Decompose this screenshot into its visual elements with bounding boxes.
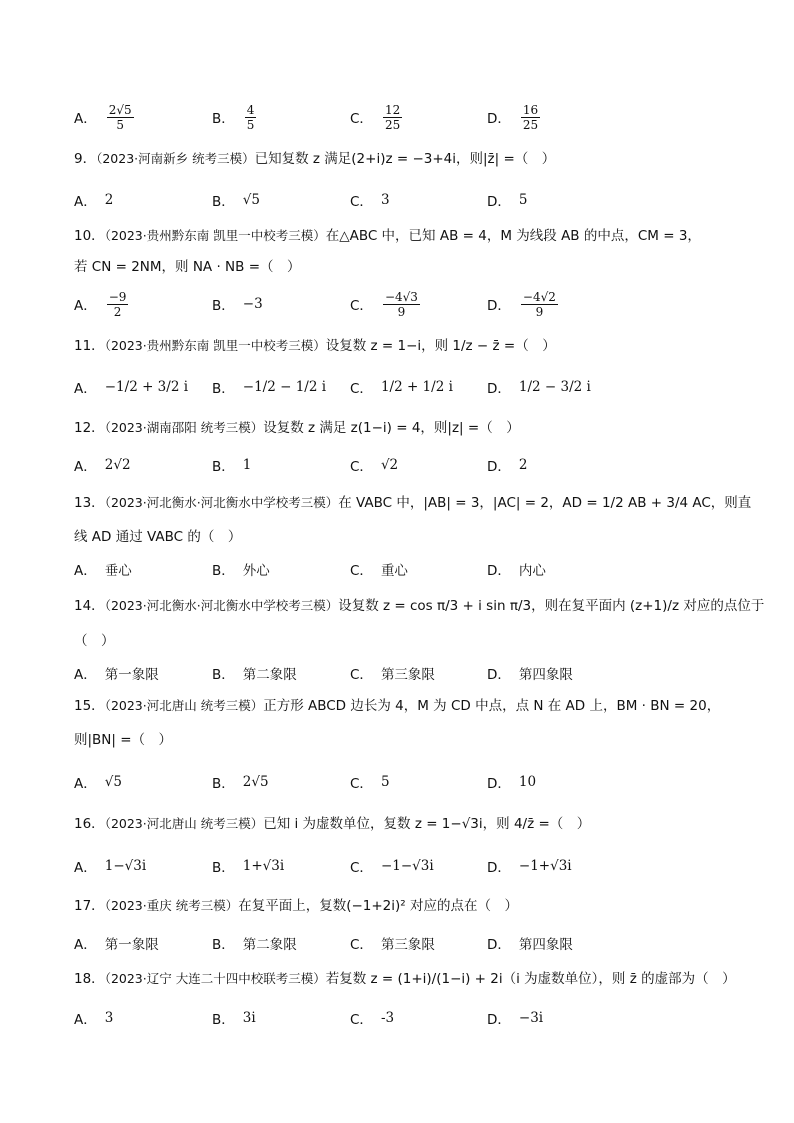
q12-option-d: D． 2 [487,457,528,475]
q9-option-a: A． 2 [74,192,114,210]
q10-option-b: B． −3 [212,296,263,314]
q10-option-a: A． $\frac{-9}{2}$ [74,289,127,319]
q11-option-c: C． 1/2 + 1/2 i [350,379,453,397]
q8-options [74,101,694,133]
q15-options [74,766,694,798]
q9-option-d: D． 5 [487,192,528,210]
question-17: 17．（2023·重庆 统考三模）在复平面上，复数(−1+2i)² 对应的点在（ ） [74,898,518,914]
q18-option-b: B． 3i [212,1010,256,1028]
q8-option-a: A． $\frac{2√5}{5}$ [74,102,132,132]
q14-option-d: D． 第四象限 [487,667,573,683]
q15-option-b: B． 2√5 [212,774,269,792]
q9-options [74,184,694,216]
question-13: 13．（2023·河北衡水·河北衡水中学校考三模）在 VABC 中，|AB| = 3，|AC| = 2，AD = 1/2 AB + 3/4 AC，则直 [74,495,752,511]
q13-option-b: B． 外心 [212,563,270,579]
q18-option-d: D． −3i [487,1010,544,1028]
q9-option-c: C． 3 [350,192,390,210]
q18-option-c: C． -3 [350,1010,395,1028]
question-11: 11．（2023·贵州黔东南 凯里一中校考三模）设复数 z = 1−i，则 1/z − z̄ =（ ） [74,338,556,354]
q15-option-a: A． √5 [74,774,122,792]
q16-option-a: A． 1−√3i [74,858,147,876]
q18-option-a: A． 3 [74,1010,114,1028]
question-13-line2: 线 AD 通过 VABC 的（ ） [74,529,242,545]
q16-option-d: D． −1+√3i [487,858,572,876]
question-16: 16．（2023·河北唐山 统考三模）已知 i 为虚数单位，复数 z = 1−√3i，则 4/z̄ =（ ） [74,816,591,832]
q14-option-c: C． 第三象限 [350,667,435,683]
q13-options [74,553,694,585]
q13-option-c: C． 重心 [350,563,408,579]
q16-option-b: B． 1+√3i [212,858,285,876]
question-18: 18．（2023·辽宁 大连二十四中校联考三模）若复数 z = (1+i)/(1−i) + 2i（i 为虚数单位），则 z̄ 的虚部为（ ） [74,971,736,987]
q12-option-b: B． 1 [212,457,252,475]
q12-option-a: A． 2√2 [74,457,131,475]
q17-options [74,927,694,959]
q12-option-c: C． √2 [350,457,399,475]
q17-option-a: A． 第一象限 [74,937,159,953]
question-12: 12．（2023·湖南邵阳 统考三模）设复数 z 满足 z(1−i) = 4，则|z| =（ ） [74,420,520,436]
q16-option-c: C． −1−√3i [350,858,434,876]
q8-option-b: B． $\frac{4}{5}$ [212,102,255,132]
q10-option-c: C． $\frac{-4√3}{9}$ [350,289,418,319]
q17-option-d: D． 第四象限 [487,937,573,953]
q18-options [74,1002,694,1034]
q9-option-b: B． √5 [212,192,260,210]
q10-option-d: D． $\frac{-4√2}{9}$ [487,289,556,319]
q10-options [74,288,694,320]
q15-option-d: D． 10 [487,774,537,792]
question-10: 10．（2023·贵州黔东南 凯里一中校考三模）在△ABC 中，已知 AB = 4，M 为线段 AB 的中点，CM = 3， [74,228,701,244]
question-10-line2: 若 CN = 2NM，则 NA · NB =（ ） [74,259,301,275]
question-9: 9．（2023·河南新乡 统考三模）已知复数 z 满足(2+i)z = −3+4i，则|z̄| =（ ） [74,151,556,167]
q13-option-d: D． 内心 [487,563,546,579]
q17-option-b: B． 第二象限 [212,937,297,953]
q11-options [74,371,694,403]
q12-options [74,449,694,481]
q17-option-c: C． 第三象限 [350,937,435,953]
q16-options [74,850,694,882]
q15-option-c: C． 5 [350,774,390,792]
question-15: 15．（2023·河北唐山 统考三模）正方形 ABCD 边长为 4，M 为 CD 中点，点 N 在 AD 上，BM · BN = 20， [74,698,721,714]
q8-option-d: D． $\frac{16}{25}$ [487,102,539,132]
q11-option-b: B． −1/2 − 1/2 i [212,379,327,397]
q11-option-a: A． −1/2 + 3/2 i [74,379,189,397]
q14-options [74,657,694,689]
question-14: 14．（2023·河北衡水·河北衡水中学校考三模）设复数 z = cos π/3 + i sin π/3，则在复平面内 (z+1)/z 对应的点位于 [74,598,765,614]
q8-option-c: C． $\frac{12}{25}$ [350,102,401,132]
q14-option-b: B． 第二象限 [212,667,297,683]
q11-option-d: D． 1/2 − 3/2 i [487,379,591,397]
q14-option-a: A． 第一象限 [74,667,159,683]
question-14-line2: （ ） [74,633,115,649]
q13-option-a: A． 垂心 [74,563,132,579]
question-15-line2: 则|BN| =（ ） [74,732,173,748]
